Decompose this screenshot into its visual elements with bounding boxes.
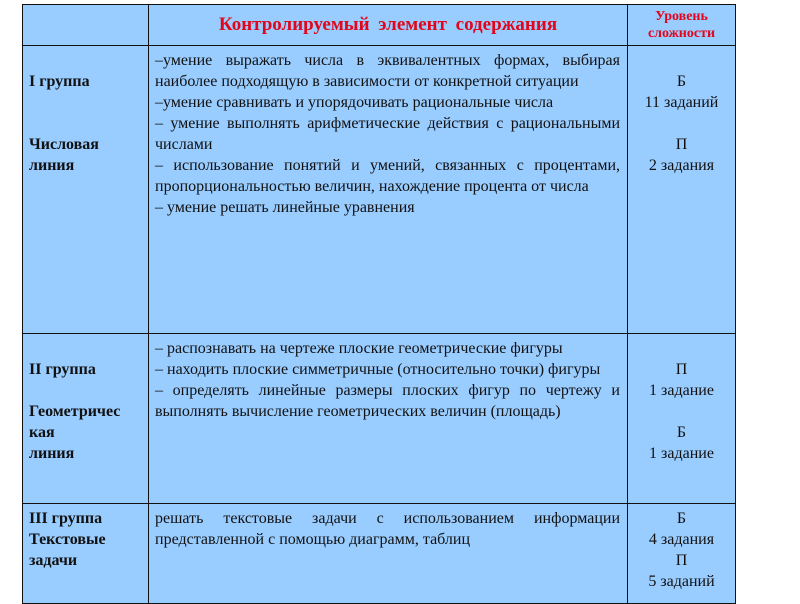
content-item: – умение выполнять арифметические действия с рациональными числами	[155, 115, 620, 153]
content-cell	[149, 334, 628, 504]
level-value: Б	[676, 424, 687, 441]
header-cell-group	[23, 5, 149, 46]
topic-label: Числовая	[29, 136, 99, 153]
task-count: 2 задания	[648, 157, 715, 174]
topic-label: кая	[29, 424, 55, 441]
content-item: – распознавать на чертеже плоские геометрические фигуры	[155, 340, 563, 357]
topic-label: Геометричес	[29, 403, 121, 420]
content-cell	[149, 46, 628, 334]
topic-label: задачи	[29, 552, 78, 569]
task-count: 5 заданий	[648, 573, 715, 590]
content-item: –умение выражать числа в эквивалентных формах, выбирая наиболее подходящую в зависимости от конкретной ситуации	[155, 52, 620, 90]
task-count: 11 заданий	[644, 94, 719, 111]
table-row	[23, 46, 736, 334]
header-content-label: Контролируемый элемент содержания	[218, 14, 558, 35]
content-item: – использование понятий и умений, связанных с процентами, пропорциональностью величин, нахождение процента от числа	[155, 157, 620, 195]
level-value: Б	[676, 73, 687, 90]
level-value: Б	[676, 510, 687, 527]
content-cell	[149, 504, 628, 604]
content-item: – находить плоские симметричные (относительно точки) фигуры	[155, 361, 601, 378]
table-header-row	[23, 5, 736, 46]
task-count: 4 задания	[648, 531, 715, 548]
header-level-label-1: Уровень	[655, 9, 708, 24]
level-value: П	[675, 552, 688, 569]
group-label: II группа	[29, 361, 96, 378]
content-table	[22, 4, 736, 604]
content-item: –умение сравнивать и упорядочивать рациональные числа	[155, 94, 554, 111]
table-row	[23, 334, 736, 504]
level-value: П	[675, 361, 688, 378]
level-cell	[628, 504, 736, 604]
table-row	[23, 504, 736, 604]
group-cell	[23, 504, 149, 604]
level-cell	[628, 46, 736, 334]
group-label: III группа	[29, 510, 103, 527]
group-cell	[23, 334, 149, 504]
topic-label: Текстовые	[29, 531, 106, 548]
level-cell	[628, 334, 736, 504]
task-count: 1 задание	[649, 445, 714, 462]
content-item: – умение решать линейные уравнения	[155, 199, 415, 216]
level-value: П	[675, 136, 688, 153]
group-cell	[23, 46, 149, 334]
header-cell-level	[628, 5, 736, 46]
header-cell-content	[149, 5, 628, 46]
topic-label: линия	[29, 157, 75, 174]
content-item: решать текстовые задачи с использованием информации представленной с помощью диаграмм, таблиц	[155, 510, 620, 548]
topic-label: линия	[29, 445, 75, 462]
task-count: 1 задание	[649, 382, 714, 399]
content-item: – определять линейные размеры плоских фигур по чертежу и выполнять вычисление геометрических величин (площадь)	[155, 382, 620, 420]
group-label: I группа	[29, 73, 90, 90]
header-level-label-2: сложности	[647, 26, 716, 41]
